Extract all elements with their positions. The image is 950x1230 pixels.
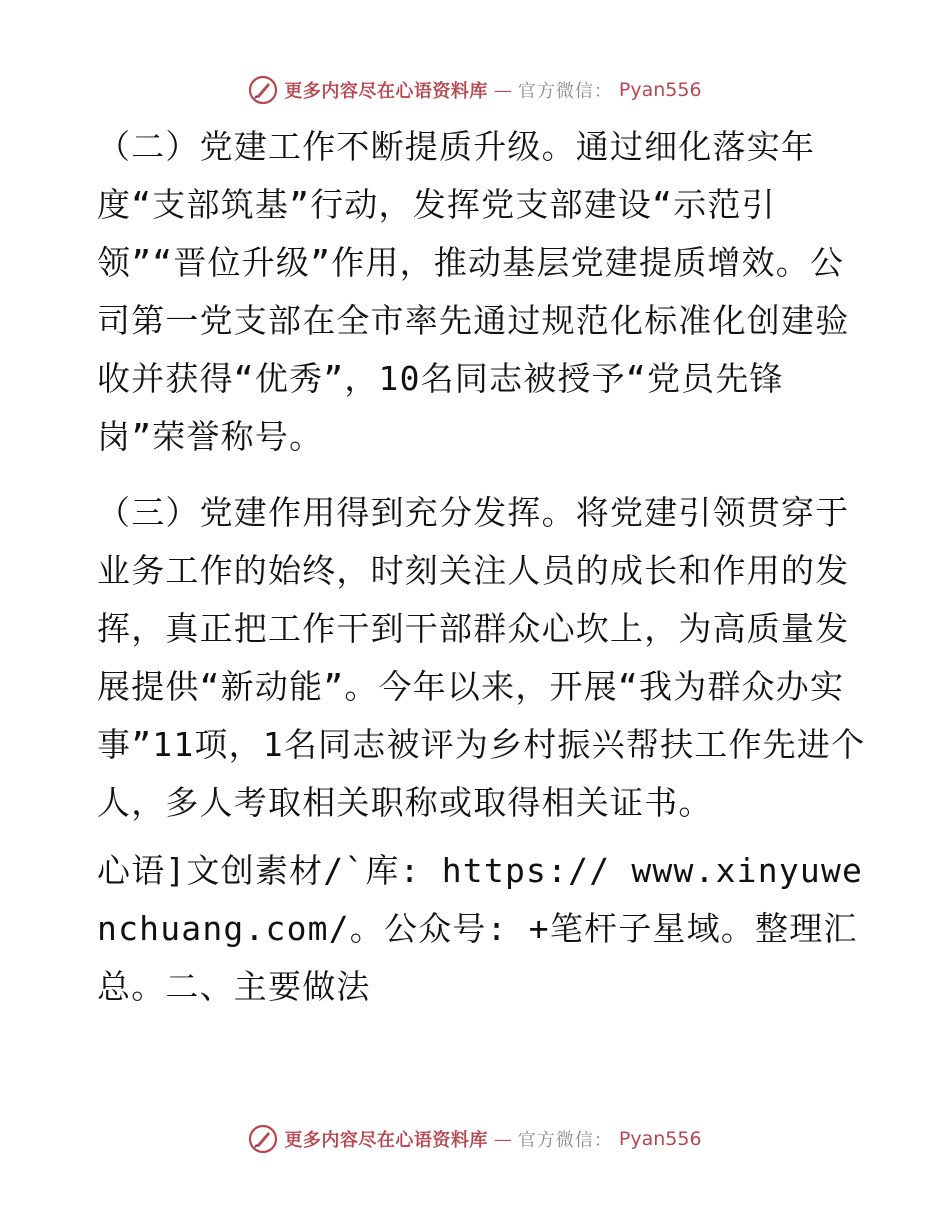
watermark-id: Pyan556 [618,79,702,101]
watermark-official: 官方微信： [517,1130,613,1151]
footer-watermark [0,1122,950,1156]
header-watermark [0,73,950,107]
watermark-id: Pyan556 [618,1128,702,1150]
paragraph-party-building-upgrade: （二）党建工作不断提质升级。通过细化落实年度“支部筑基”行动，发挥党支部建设“示范引领”“晋位升级”作用，推动基层党建提质增效。公司第一党支部在全市率先通过规范化标准化创建验收并获得“优秀”，10名同志被授予“党员先锋岗”荣誉称号。 [97,127,850,456]
watermark-dash: — [493,79,512,101]
document-body [97,118,867,1016]
paragraph-source-note: 心语]文创素材/`库: https:// www.xinyuwenchuang.com/。公众号: +笔杆子星域。整理汇总。二、主要做法 [97,851,864,1006]
watermark-dash: — [493,1128,512,1150]
feather-pen-logo-icon [248,75,278,105]
watermark-text: 更多内容尽在心语资料库 [284,81,488,102]
watermark-text: 更多内容尽在心语资料库 [284,1130,488,1151]
watermark-official: 官方微信： [517,81,613,102]
paragraph-party-building-role: （三）党建作用得到充分发挥。将党建引领贯穿于业务工作的始终，时刻关注人员的成长和作用的发挥，真正把工作干到干部群众心坎上，为高质量发展提供“新动能”。今年以来，开展“我为群众办实事”11项，1名同志被评为乡村振兴帮扶工作先进个人，多人考取相关职称或取得相关证书。 [97,493,866,822]
feather-pen-logo-icon [248,1124,278,1154]
